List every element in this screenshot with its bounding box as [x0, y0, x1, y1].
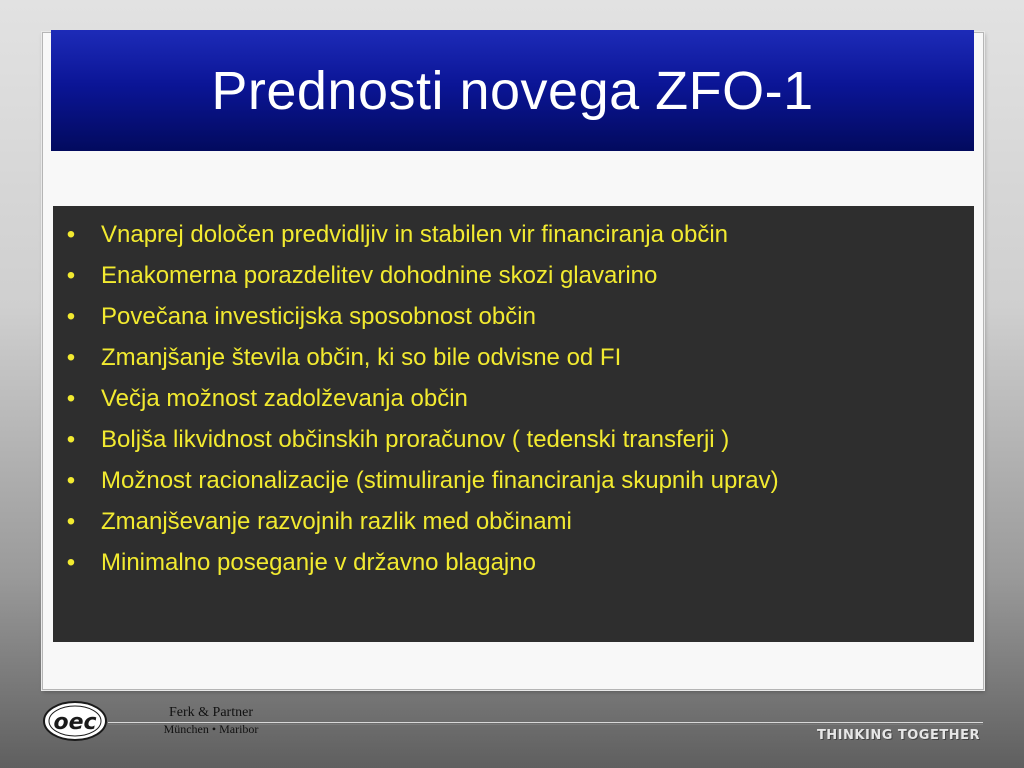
bullet-item	[53, 419, 974, 460]
bullet-item	[53, 296, 974, 337]
bullet-text: Vnaprej določen predvidljiv in stabilen vir financiranja občin	[101, 221, 729, 248]
bullet-text: Večja možnost zadolževanja občin	[101, 385, 468, 412]
bullet-text: Minimalno poseganje v državno blagajno	[101, 549, 536, 576]
bullet-dot: •	[66, 303, 76, 330]
bullet-content-box	[53, 206, 974, 642]
bullet-text: Zmanjševanje razvojnih razlik med občinami	[101, 508, 572, 535]
slogan-text: THINKING TOGETHER	[816, 728, 980, 743]
bullet-text: Zmanjšanje števila občin, ki so bile odvisne od FI	[101, 344, 622, 371]
bullet-text: Enakomerna porazdelitev dohodnine skozi glavarino	[101, 262, 658, 289]
firm-name: Ferk & Partner	[169, 705, 253, 720]
logo-text: oec	[53, 710, 97, 735]
bullet-dot: •	[66, 262, 76, 289]
slide-title: Prednosti novega ZFO-1	[211, 60, 814, 121]
bullet-text: Povečana investicijska sposobnost občin	[101, 303, 536, 330]
bullet-item	[53, 214, 974, 255]
bullet-dot: •	[66, 508, 76, 535]
bullet-dot: •	[66, 221, 76, 248]
bullet-dot: •	[66, 385, 76, 412]
bullet-text: Možnost racionalizacije (stimuliranje financiranja skupnih uprav)	[101, 467, 779, 494]
bullet-item	[53, 542, 974, 583]
bullet-dot: •	[66, 549, 76, 576]
oec-logo	[42, 700, 108, 742]
bullet-text: Boljša likvidnost občinskih proračunov ( tedenski transferji )	[101, 426, 730, 453]
bullet-item	[53, 337, 974, 378]
bullet-item	[53, 378, 974, 419]
bullet-dot: •	[66, 344, 76, 371]
bullet-dot: •	[66, 426, 76, 453]
firm-cities: München • Maribor	[163, 722, 259, 736]
firm-block	[146, 704, 276, 738]
bullet-item	[53, 460, 974, 501]
bullet-dot: •	[66, 467, 76, 494]
title-bar	[51, 30, 974, 151]
bullet-item	[53, 501, 974, 542]
bullet-item	[53, 255, 974, 296]
bullet-list	[53, 214, 974, 583]
